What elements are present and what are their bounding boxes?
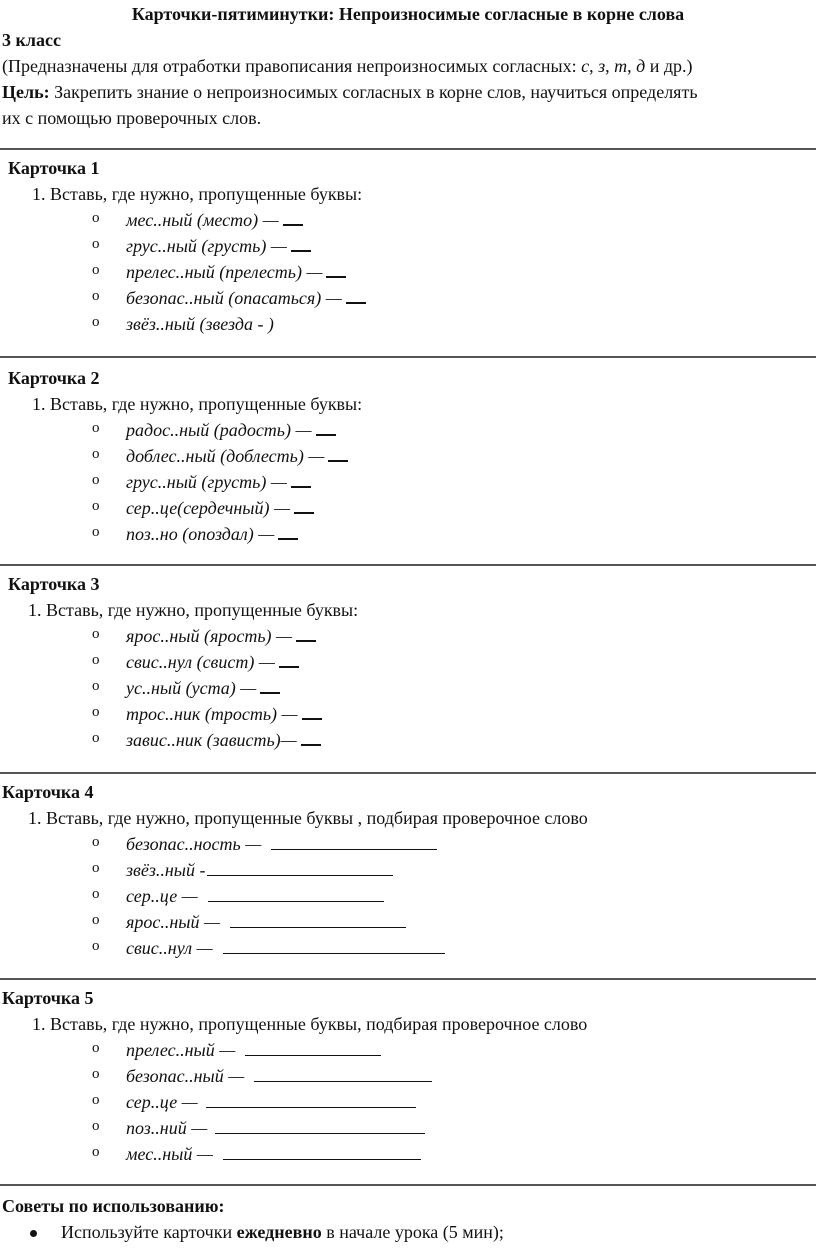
bullet: o <box>92 1144 100 1160</box>
goal-text-1: Закрепить знание о непроизносимых согласных в корне слов, научиться определять <box>49 82 698 102</box>
answer-line[interactable] <box>223 1145 421 1160</box>
bullet: o <box>92 626 100 642</box>
bullet: o <box>92 288 100 304</box>
answer-blank[interactable] <box>328 446 348 462</box>
item-text: свис..нул — <box>126 938 213 958</box>
item-text: ярос..ный — <box>126 912 220 932</box>
divider <box>0 978 816 980</box>
item-text: сер..це(сердечный) — <box>126 498 290 518</box>
card-task: 1. Вставь, где нужно, пропущенные буквы: <box>32 394 363 414</box>
purpose-line: (Предназначены для отработки правописания непроизносимых согласных: с, з, т, д и др.) <box>2 56 693 76</box>
divider <box>0 1184 816 1186</box>
item-text: прелес..ный (прелесть) — <box>126 262 323 282</box>
answer-line[interactable] <box>208 887 384 902</box>
answer-blank[interactable] <box>291 236 311 252</box>
card-title: Карточка 1 <box>8 158 100 178</box>
answer-line[interactable] <box>206 1093 416 1108</box>
answer-line[interactable] <box>215 1119 425 1134</box>
item-text: грус..ный (грусть) — <box>126 472 287 492</box>
item-text: звёз..ный (звезда - ) <box>126 314 274 334</box>
answer-blank[interactable] <box>283 210 303 226</box>
item-text: радос..ный (радость) — <box>126 420 312 440</box>
grade-label: 3 класс <box>2 30 61 50</box>
page-title: Карточки-пятиминутки: Непроизносимые согласные в корне слова <box>131 4 685 24</box>
item-text: прелес..ный — <box>126 1040 236 1060</box>
item-text: сер..це — <box>126 886 198 906</box>
goal-line <box>2 82 698 103</box>
purpose-suffix: и др.) <box>645 56 693 76</box>
tips-title: Советы по использованию: <box>2 1196 225 1216</box>
item-text: поз..ний — <box>126 1118 208 1138</box>
answer-blank[interactable] <box>260 678 280 694</box>
tip-suffix: в начале урока (5 мин); <box>321 1222 504 1242</box>
bullet: o <box>92 1118 100 1134</box>
letter-t: т <box>614 56 628 76</box>
letter-d: д <box>636 56 646 76</box>
bullet: o <box>92 524 100 540</box>
item-text: доблес..ный (доблесть) — <box>126 446 325 466</box>
bullet-dot-icon <box>30 1230 37 1237</box>
item-text: безопас..ный — <box>126 1066 245 1086</box>
item-text: звёз..ный - <box>126 860 206 880</box>
item-text: мес..ный — <box>126 1144 213 1164</box>
bullet: o <box>92 834 100 850</box>
bullet: o <box>92 1092 100 1108</box>
answer-line[interactable] <box>230 913 406 928</box>
answer-line[interactable] <box>271 835 437 850</box>
card-title: Карточка 4 <box>2 782 94 802</box>
divider <box>0 148 816 150</box>
bullet: o <box>92 886 100 902</box>
bullet: o <box>92 652 100 668</box>
answer-line[interactable] <box>207 861 393 876</box>
answer-line[interactable] <box>223 939 445 954</box>
tip-item <box>30 1222 504 1243</box>
card-task: 1. Вставь, где нужно, пропущенные буквы: <box>28 600 359 620</box>
card-task: 1. Вставь, где нужно, пропущенные буквы: <box>32 184 363 204</box>
item-text: сер..це — <box>126 1092 198 1112</box>
letter-z: з <box>598 56 606 76</box>
goal-text-2: их с помощью проверочных слов. <box>2 108 262 128</box>
answer-line[interactable] <box>254 1067 432 1082</box>
bullet: o <box>92 236 100 252</box>
bullet: o <box>92 210 100 226</box>
bullet: o <box>92 498 100 514</box>
purpose-prefix: (Предназначены для отработки правописания непроизносимых согласных: <box>2 56 582 76</box>
bullet: o <box>92 704 100 720</box>
item-text: безопас..ный (опасаться) — <box>126 288 342 308</box>
item-text: ус..ный (уста) — <box>126 678 257 698</box>
divider <box>0 564 816 566</box>
card-title: Карточка 3 <box>8 574 100 594</box>
tip-bold: ежедневно <box>236 1222 322 1242</box>
tip-prefix: Используйте карточки <box>61 1222 237 1242</box>
bullet: o <box>92 912 100 928</box>
item-text: трос..ник (трость) — <box>126 704 298 724</box>
answer-line[interactable] <box>245 1041 381 1056</box>
bullet: o <box>92 1066 100 1082</box>
card-title: Карточка 2 <box>8 368 100 388</box>
card-task: 1. Вставь, где нужно, пропущенные буквы , подбирая проверочное слово <box>28 808 588 828</box>
bullet: o <box>92 420 100 436</box>
item-text: свис..нул (свист) — <box>126 652 275 672</box>
bullet: o <box>92 938 100 954</box>
bullet: o <box>92 860 100 876</box>
bullet: o <box>92 678 100 694</box>
answer-blank[interactable] <box>301 730 321 746</box>
answer-blank[interactable] <box>291 472 311 488</box>
item-text: завис..ник (зависть)— <box>126 730 297 750</box>
answer-blank[interactable] <box>302 704 322 720</box>
item-text: поз..но (опоздал) — <box>126 524 275 544</box>
bullet: o <box>92 472 100 488</box>
letter-s: с <box>581 56 590 76</box>
card-title: Карточка 5 <box>2 988 94 1008</box>
bullet: o <box>92 730 100 746</box>
answer-blank[interactable] <box>316 420 336 436</box>
card-task: 1. Вставь, где нужно, пропущенные буквы, подбирая проверочное слово <box>32 1014 588 1034</box>
answer-blank[interactable] <box>278 524 298 540</box>
answer-blank[interactable] <box>279 652 299 668</box>
bullet: o <box>92 446 100 462</box>
divider <box>0 772 816 774</box>
divider <box>0 356 816 358</box>
goal-label: Цель: <box>2 82 50 102</box>
answer-blank[interactable] <box>296 626 316 642</box>
item-text: безопас..ность — <box>126 834 262 854</box>
answer-blank[interactable] <box>294 498 314 514</box>
item-text: мес..ный (место) — <box>126 210 279 230</box>
answer-blank[interactable] <box>326 262 346 278</box>
bullet: o <box>92 1040 100 1056</box>
item-text: ярос..ный (ярость) — <box>126 626 293 646</box>
answer-blank[interactable] <box>346 288 366 304</box>
bullet: o <box>92 262 100 278</box>
bullet: o <box>92 314 100 330</box>
item-text: грус..ный (грусть) — <box>126 236 287 256</box>
